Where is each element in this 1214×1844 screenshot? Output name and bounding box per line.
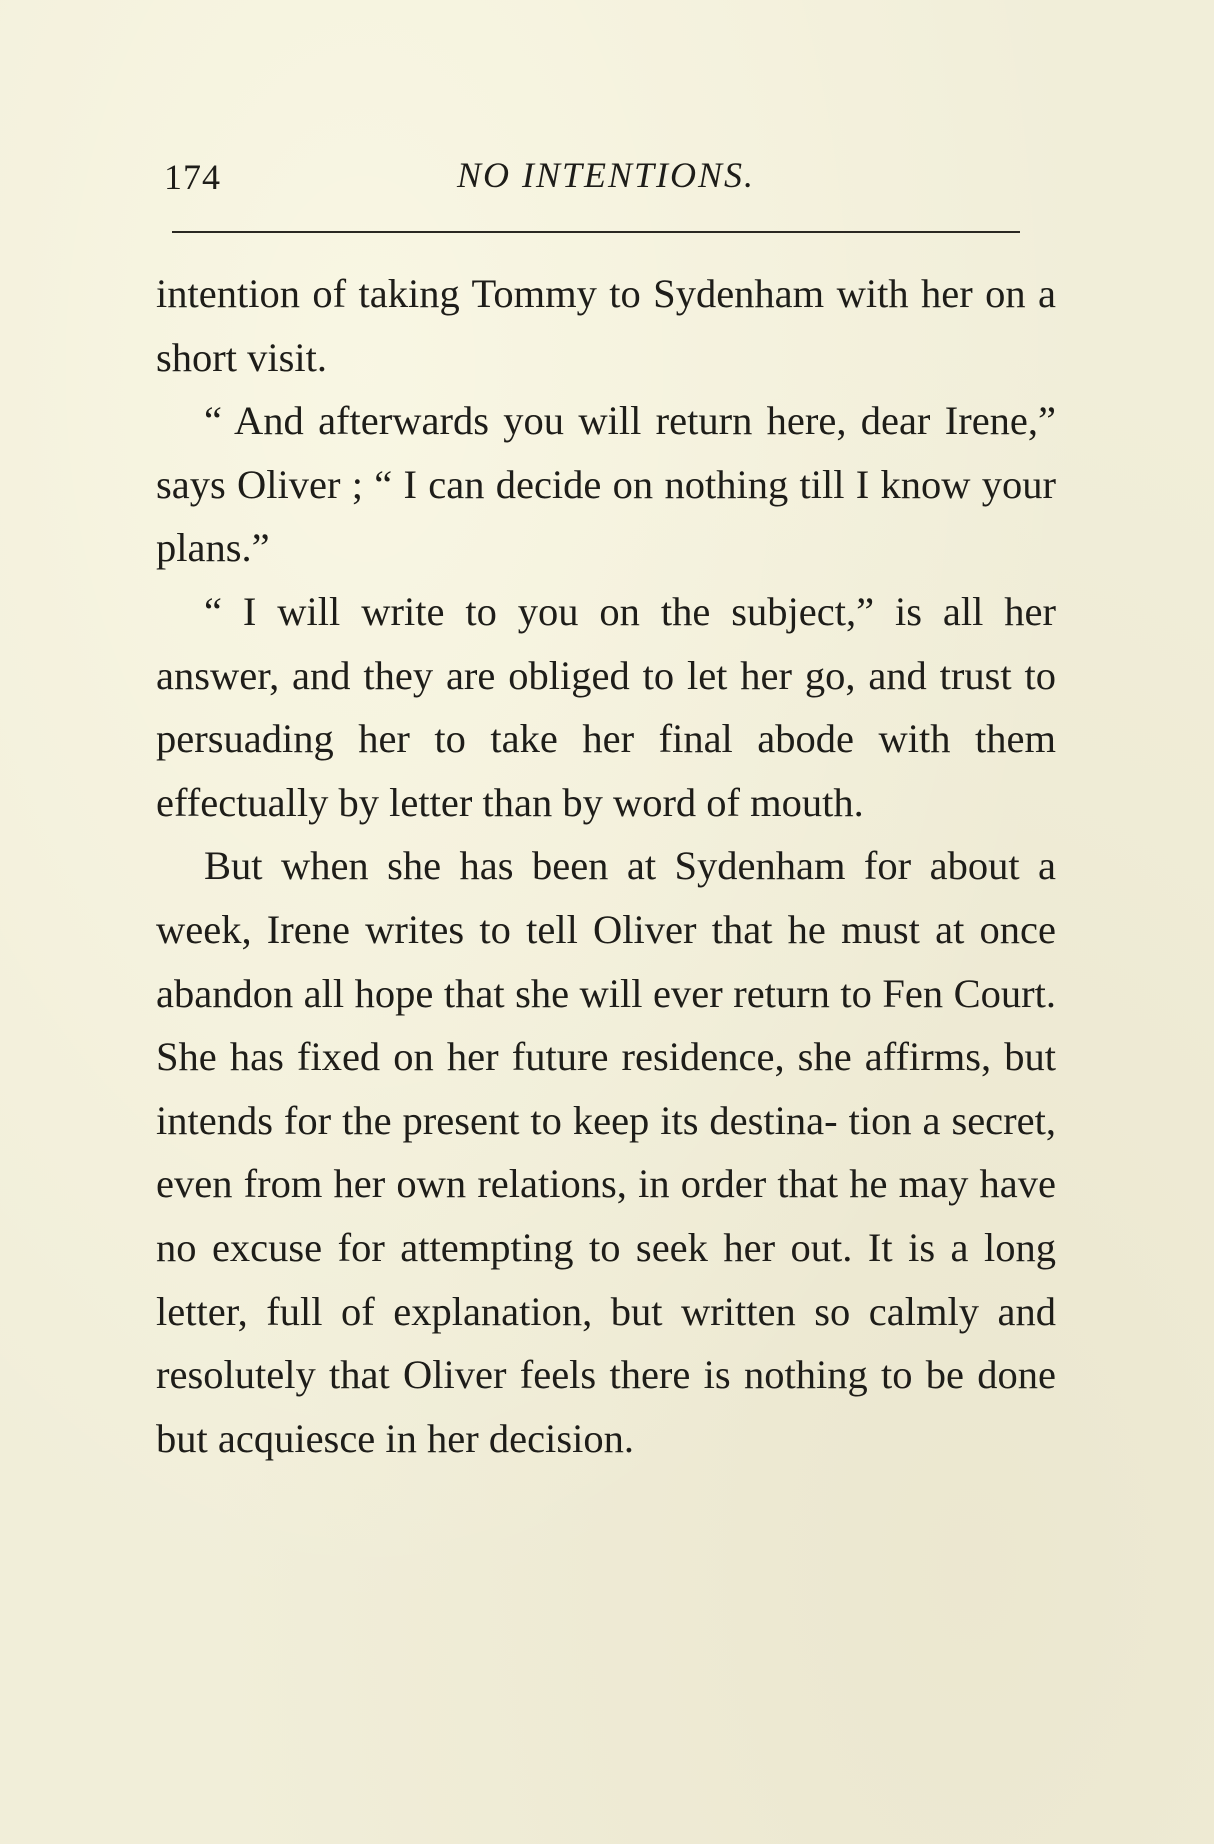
page-header: [156, 148, 1016, 198]
paragraph: “ And afterwards you will return here, dear Irene,” says Oliver ; “ I can decide on nothing till I know your plans.”: [156, 398, 1056, 571]
body-text: [156, 262, 1056, 1470]
paragraph: “ I will write to you on the subject,” is all her answer, and they are obliged to let her go, and trust to persuading her to take her final abode with them effectually by letter than by word of mouth.: [156, 588, 1056, 825]
page-number: 174: [164, 157, 221, 197]
running-head: NO INTENTIONS.: [456, 155, 756, 195]
paragraph: But when she has been at Sydenham for about a week, Irene writes to tell Oliver that he must at once abandon all hope that she will ever return to Fen Court. She has fixed on her future residence, she affirms, but intends for the present to keep its destina- tion a secret, even from her own relations, in order that he may have no excuse for attempting to seek her out. It is a long letter, full of explanation, but written so calmly and resolutely that Oliver feels there is nothing to be done but acquiesce in her decision.: [156, 843, 1056, 1461]
paragraph: intention of taking Tommy to Sydenham with her on a short visit.: [156, 271, 1056, 380]
header-rule: [172, 231, 1020, 233]
